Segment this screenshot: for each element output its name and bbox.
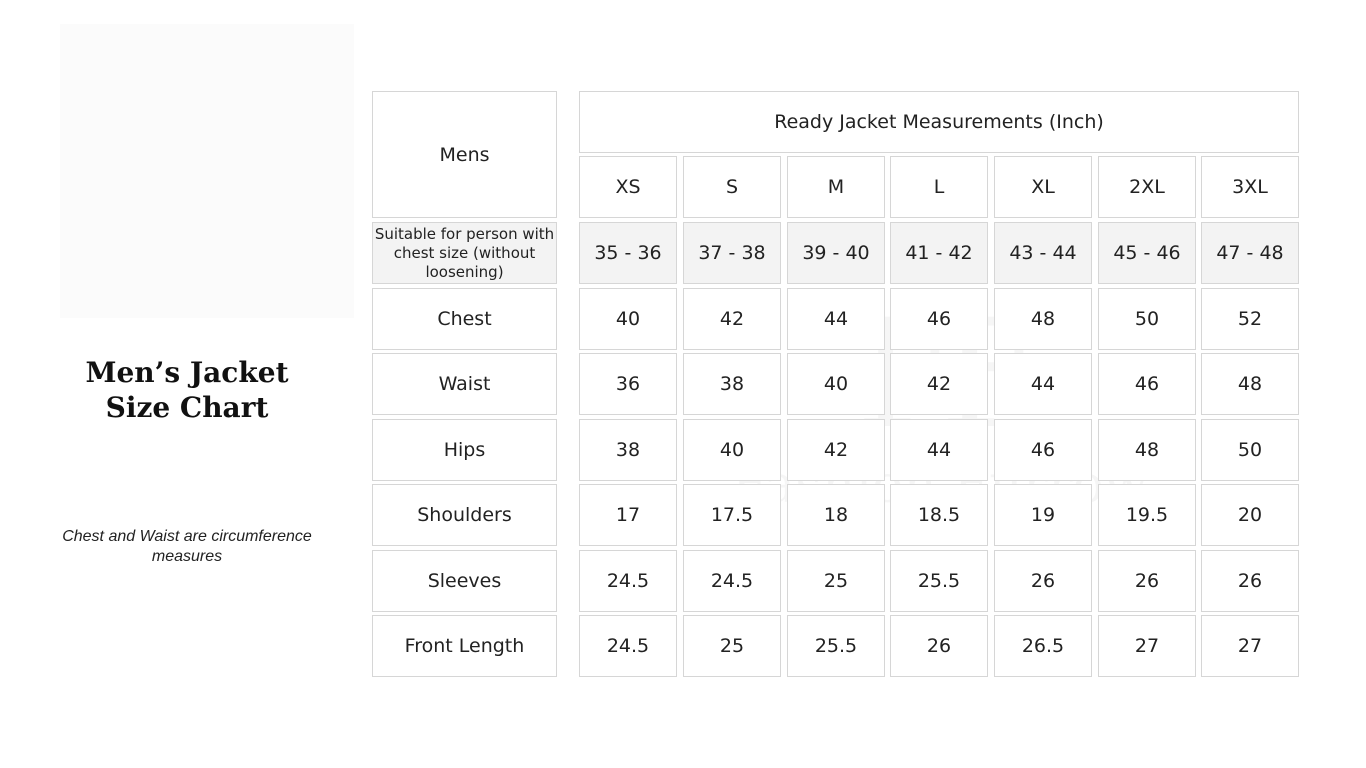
- measurement-cell: 38: [683, 353, 781, 415]
- suitability-value-cell: 43 - 44: [994, 222, 1092, 284]
- measurement-cell: 46: [1098, 353, 1196, 415]
- measurement-cell: 46: [890, 288, 988, 350]
- measurement-cell: 40: [579, 288, 677, 350]
- page-title: [30, 355, 344, 425]
- measurement-cell: 26: [1201, 550, 1299, 612]
- row-label-cell: Chest: [372, 288, 557, 350]
- suitability-value-cell: 35 - 36: [579, 222, 677, 284]
- measurement-cell: 24.5: [683, 550, 781, 612]
- measurement-cell: 42: [890, 353, 988, 415]
- suitability-value-cell: 45 - 46: [1098, 222, 1196, 284]
- measurement-cell: 36: [579, 353, 677, 415]
- measurement-cell: 20: [1201, 484, 1299, 546]
- size-header-cell: XS: [579, 156, 677, 218]
- measurement-cell: 40: [683, 419, 781, 481]
- measurement-cell: 50: [1201, 419, 1299, 481]
- measurement-cell: 46: [994, 419, 1092, 481]
- measurement-cell: 26: [890, 615, 988, 677]
- measurement-cell: 17: [579, 484, 677, 546]
- measurement-cell: 27: [1098, 615, 1196, 677]
- row-label-cell: Sleeves: [372, 550, 557, 612]
- measurement-cell: 24.5: [579, 615, 677, 677]
- group-header-cell: Ready Jacket Measurements (Inch): [579, 91, 1299, 153]
- row-label-cell: Hips: [372, 419, 557, 481]
- product-image-placeholder: [60, 24, 354, 318]
- measurement-cell: 44: [994, 353, 1092, 415]
- measurement-cell: 48: [1201, 353, 1299, 415]
- size-header-cell: S: [683, 156, 781, 218]
- size-header-cell: L: [890, 156, 988, 218]
- measurement-cell: 24.5: [579, 550, 677, 612]
- measurement-cell: 19.5: [1098, 484, 1196, 546]
- corner-header-cell: Mens: [372, 91, 557, 218]
- measurement-cell: 42: [787, 419, 885, 481]
- measurement-cell: 38: [579, 419, 677, 481]
- row-label-cell: Waist: [372, 353, 557, 415]
- measurement-cell: 17.5: [683, 484, 781, 546]
- measurement-cell: 25: [787, 550, 885, 612]
- measurement-cell: 50: [1098, 288, 1196, 350]
- measurement-cell: 25.5: [787, 615, 885, 677]
- row-label-cell: Shoulders: [372, 484, 557, 546]
- measurement-cell: 18.5: [890, 484, 988, 546]
- suitability-label-cell: Suitable for person with chest size (without loosening): [372, 222, 557, 284]
- measurement-cell: 27: [1201, 615, 1299, 677]
- measurement-cell: 26: [994, 550, 1092, 612]
- measurement-cell: 44: [890, 419, 988, 481]
- measurement-cell: 52: [1201, 288, 1299, 350]
- measurement-cell: 25: [683, 615, 781, 677]
- suitability-value-cell: 37 - 38: [683, 222, 781, 284]
- measurement-cell: 40: [787, 353, 885, 415]
- size-header-cell: XL: [994, 156, 1092, 218]
- measurement-cell: 19: [994, 484, 1092, 546]
- row-label-cell: Front Length: [372, 615, 557, 677]
- size-header-cell: M: [787, 156, 885, 218]
- size-header-cell: 2XL: [1098, 156, 1196, 218]
- measurement-cell: 42: [683, 288, 781, 350]
- size-header-cell: 3XL: [1201, 156, 1299, 218]
- measurement-cell: 25.5: [890, 550, 988, 612]
- measurement-note: Chest and Waist are circumference measures: [62, 528, 312, 565]
- suitability-value-cell: 41 - 42: [890, 222, 988, 284]
- suitability-value-cell: 39 - 40: [787, 222, 885, 284]
- title-line-2: Size Chart: [105, 391, 269, 424]
- measurement-cell: 18: [787, 484, 885, 546]
- measurement-cell: 48: [994, 288, 1092, 350]
- title-line-1: Men’s Jacket: [85, 356, 289, 389]
- measurement-cell: 44: [787, 288, 885, 350]
- measurement-cell: 48: [1098, 419, 1196, 481]
- measurement-cell: 26.5: [994, 615, 1092, 677]
- measurement-cell: 26: [1098, 550, 1196, 612]
- suitability-value-cell: 47 - 48: [1201, 222, 1299, 284]
